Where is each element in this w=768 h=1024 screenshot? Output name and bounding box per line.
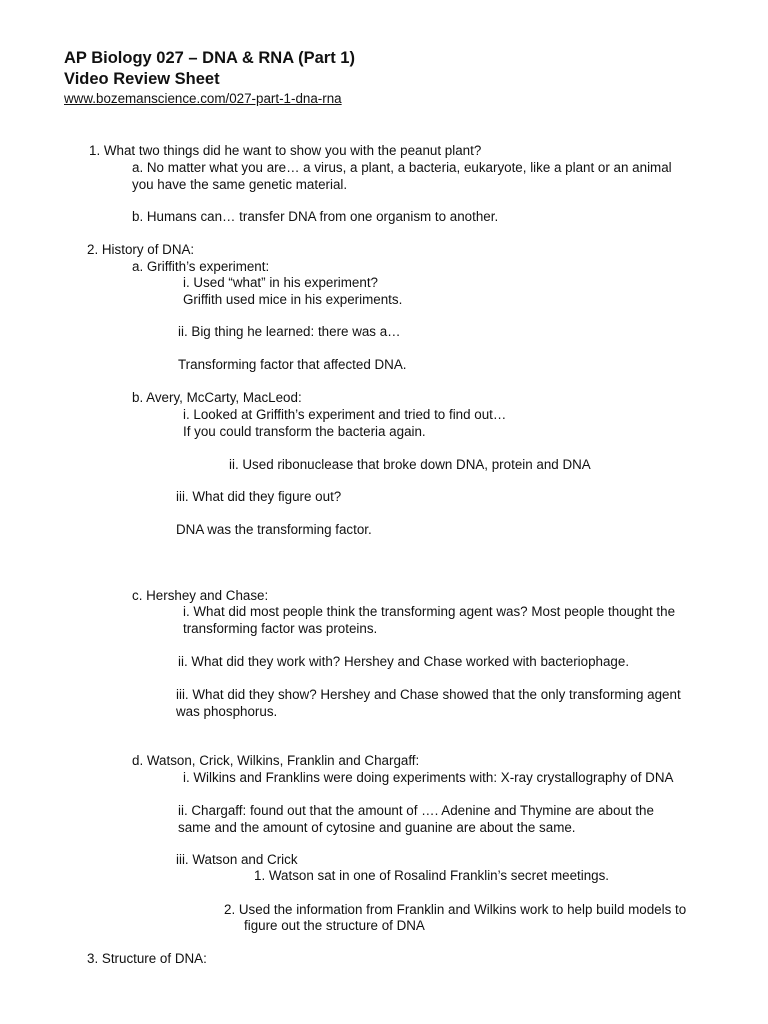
q3-heading: 3. Structure of DNA: (87, 951, 207, 966)
q2c-iii-line1: iii. What did they show? Hershey and Chase showed that the only transforming agent (176, 687, 681, 702)
page-title: AP Biology 027 – DNA & RNA (Part 1) (64, 49, 355, 67)
q2b-iii-question: iii. What did they figure out? (176, 489, 342, 504)
q2a-ii-question: ii. Big thing he learned: there was a… (178, 324, 401, 339)
q2b-heading: b. Avery, McCarty, MacLeod: (132, 390, 302, 405)
q2b-i-question: i. Looked at Griffith’s experiment and tried to find out… (183, 407, 507, 422)
q2c-heading: c. Hershey and Chase: (132, 588, 269, 603)
q2c-iii-line2: was phosphorus. (176, 704, 278, 719)
q2d-iii: iii. Watson and Crick (176, 852, 298, 867)
q2d-iii-item2-line2: figure out the structure of DNA (244, 918, 425, 933)
q2d-i: i. Wilkins and Franklins were doing experiments with: X-ray crystallography of DNA (183, 770, 674, 785)
q2a-i-answer: Griffith used mice in his experiments. (183, 292, 403, 307)
q2c-ii: ii. What did they work with? Hershey and Chase worked with bacteriophage. (178, 654, 630, 669)
q2c-i-line2: transforming factor was proteins. (183, 621, 378, 636)
q2b-iii-answer: DNA was the transforming factor. (176, 522, 372, 537)
q2a-ii-answer: Transforming factor that affected DNA. (178, 357, 407, 372)
q2d-ii-line2: same and the amount of cytosine and guanine are about the same. (178, 820, 576, 835)
q2c-i-line1: i. What did most people think the transforming agent was? Most people thought the (183, 604, 676, 619)
q2a-i-question: i. Used “what” in his experiment? (183, 275, 378, 290)
q2a-heading: a. Griffith’s experiment: (132, 259, 270, 274)
q1-question: 1. What two things did he want to show you with the peanut plant? (89, 143, 482, 158)
q2b-i-answer: If you could transform the bacteria again. (183, 424, 426, 439)
q1-answer-a-line2: you have the same genetic material. (132, 177, 348, 192)
q2d-ii-line1: ii. Chargaff: found out that the amount of …. Adenine and Thymine are about the (178, 803, 654, 818)
q2d-iii-item1: 1. Watson sat in one of Rosalind Franklin’s secret meetings. (254, 868, 610, 883)
q1-answer-b: b. Humans can… transfer DNA from one organism to another. (132, 209, 499, 224)
page-subtitle: Video Review Sheet (64, 70, 220, 88)
q2d-heading: d. Watson, Crick, Wilkins, Franklin and Chargaff: (132, 753, 420, 768)
q2-heading: 2. History of DNA: (87, 242, 195, 257)
q2d-iii-item2-line1: 2. Used the information from Franklin and Wilkins work to help build models to (224, 902, 687, 917)
q2b-ii: ii. Used ribonuclease that broke down DNA, protein and DNA (229, 457, 591, 472)
q1-answer-a-line1: a. No matter what you are… a virus, a plant, a bacteria, eukaryote, like a plant or an animal (132, 160, 672, 175)
source-link[interactable]: www.bozemanscience.com/027-part-1-dna-rna (64, 91, 342, 106)
